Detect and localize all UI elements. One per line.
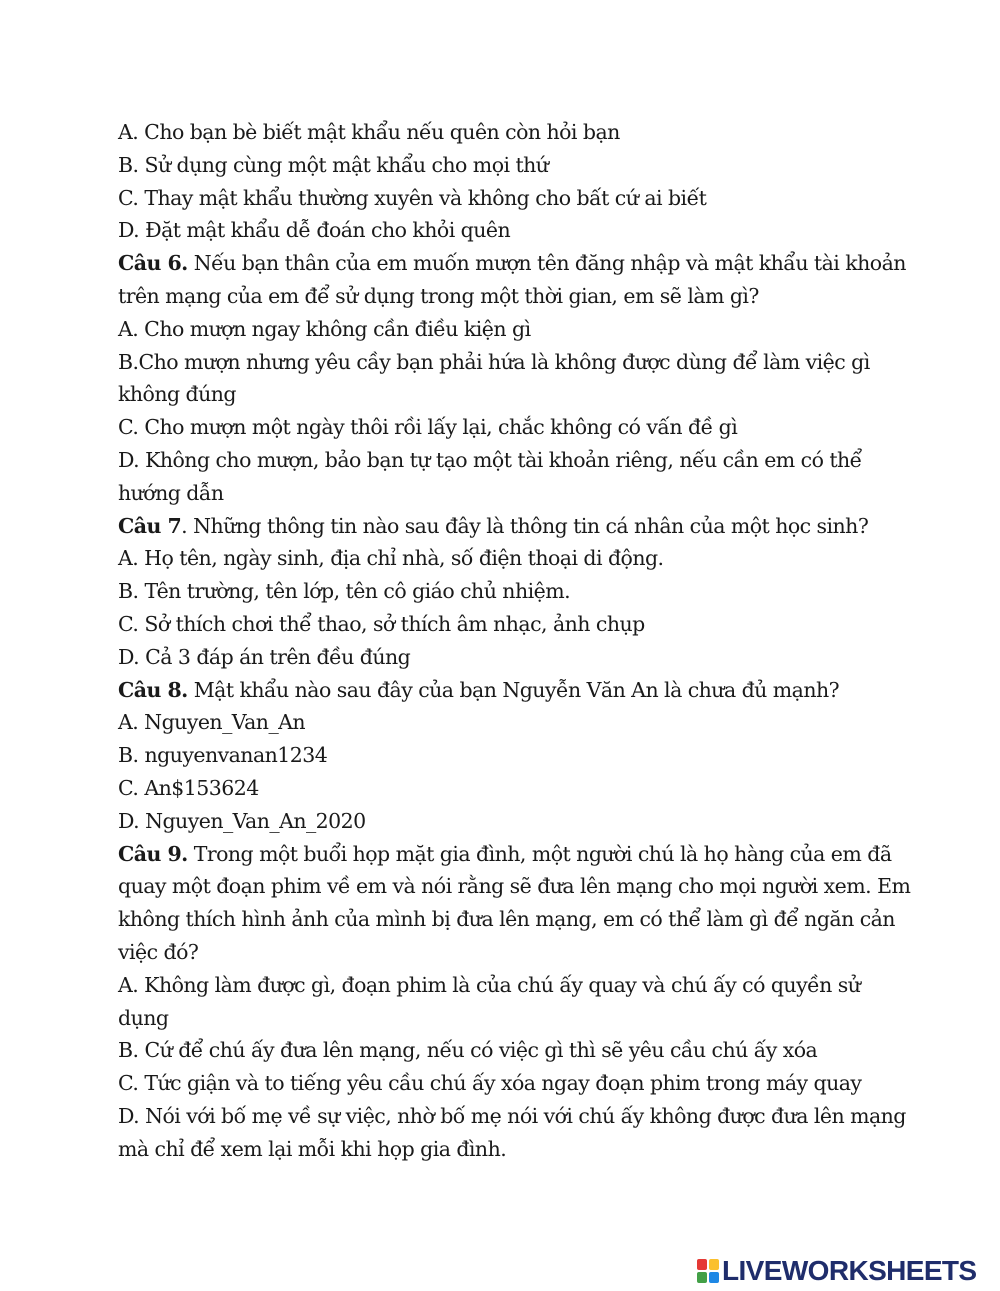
- q7-option-d: D. Cả 3 đáp án trên đều đúng: [118, 644, 411, 669]
- q6-text-2: trên mạng của em để sử dụng trong một thời gian, em sẽ làm gì?: [118, 283, 759, 308]
- liveworksheets-logo-text: LIVEWORKSHEETS: [722, 1255, 977, 1286]
- q8-option-a: A. Nguyen_Van_An: [118, 710, 306, 735]
- q7-text-1: . Những thông tin nào sau đây là thông tin cá nhân của một học sinh?: [181, 513, 869, 538]
- q5-option-a: A. Cho bạn bè biết mật khẩu nếu quên còn hỏi bạn: [118, 120, 620, 144]
- q9-option-b: B. Cứ để chú ấy đưa lên mạng, nếu có việc gì thì sẽ yêu cầu chú ấy xóa: [118, 1038, 818, 1063]
- q8-option-d: D. Nguyen_Van_An_2020: [118, 808, 366, 833]
- q6-number: Câu 6.: [118, 251, 188, 276]
- q9-text-1: Trong một buổi họp mặt gia đình, một người chú là họ hàng của em đã: [187, 841, 892, 866]
- q7-option-c: C. Sở thích chơi thể thao, sở thích âm nhạc, ảnh chụp: [118, 611, 645, 636]
- q9-number: Câu 9.: [118, 841, 188, 866]
- q6-option-d-cont: hướng dẫn: [118, 480, 224, 505]
- worksheet-page: [118, 116, 911, 1166]
- q7-number: Câu 7: [118, 513, 182, 538]
- q6-text-1: Nếu bạn thân của em muốn mượn tên đăng nhập và mật khẩu tài khoản: [187, 251, 906, 276]
- liveworksheets-logo: [697, 1256, 977, 1286]
- q8-number: Câu 8.: [118, 677, 188, 702]
- q7-option-b: B. Tên trường, tên lớp, tên cô giáo chủ nhiệm.: [118, 579, 571, 604]
- q5-option-c: C. Thay mật khẩu thường xuyên và không cho bất cứ ai biết: [118, 185, 707, 210]
- q9-option-a: A. Không làm được gì, đoạn phim là của chú ấy quay và chú ấy có quyền sử: [118, 972, 861, 997]
- q9-text-3: không thích hình ảnh của mình bị đưa lên mạng, em có thể làm gì để ngăn cản: [118, 907, 895, 932]
- q6-option-a: A. Cho mượn ngay không cần điều kiện gì: [118, 316, 531, 341]
- q8-option-c: C. An$153624: [118, 775, 259, 800]
- liveworksheets-logo-icon: [697, 1259, 719, 1283]
- q9-text-4: việc đó?: [118, 939, 199, 964]
- q9-text-2: quay một đoạn phim về em và nói rằng sẽ đưa lên mạng cho mọi người xem. Em: [118, 874, 911, 899]
- logo-square-blue: [709, 1272, 719, 1283]
- q6-option-d: D. Không cho mượn, bảo bạn tự tạo một tài khoản riêng, nếu cần em có thể: [118, 447, 862, 472]
- q6-option-b: B.Cho mượn nhưng yêu cầy bạn phải hứa là không được dùng để làm việc gì: [118, 349, 870, 374]
- logo-square-red: [697, 1259, 707, 1270]
- q7-option-a: A. Họ tên, ngày sinh, địa chỉ nhà, số điện thoại di động.: [118, 546, 664, 571]
- q9-option-c: C. Tức giận và to tiếng yêu cầu chú ấy xóa ngay đoạn phim trong máy quay: [118, 1071, 862, 1096]
- q5-option-b: B. Sử dụng cùng một mật khẩu cho mọi thứ: [118, 152, 549, 177]
- q9-option-a-cont: dụng: [118, 1005, 169, 1030]
- q9-question: [118, 838, 898, 871]
- q6-question: [118, 247, 906, 280]
- logo-square-yellow: [709, 1259, 719, 1270]
- q8-option-b: B. nguyenvanan1234: [118, 743, 328, 768]
- q9-option-d: D. Nói với bố mẹ về sự việc, nhờ bố mẹ nói với chú ấy không được đưa lên mạng: [118, 1103, 906, 1128]
- q6-option-c: C. Cho mượn một ngày thôi rồi lấy lại, chắc không có vấn đề gì: [118, 415, 738, 440]
- q7-question: [118, 510, 898, 543]
- q9-option-d-cont: mà chỉ để xem lại mỗi khi họp gia đình.: [118, 1136, 507, 1161]
- q8-question: [118, 674, 898, 707]
- logo-square-green: [697, 1272, 707, 1283]
- q5-option-d: D. Đặt mật khẩu dễ đoán cho khỏi quên: [118, 218, 511, 243]
- q6-option-b-cont: không đúng: [118, 382, 236, 407]
- q8-text-1: Mật khẩu nào sau đây của bạn Nguyễn Văn An là chưa đủ mạnh?: [187, 677, 840, 702]
